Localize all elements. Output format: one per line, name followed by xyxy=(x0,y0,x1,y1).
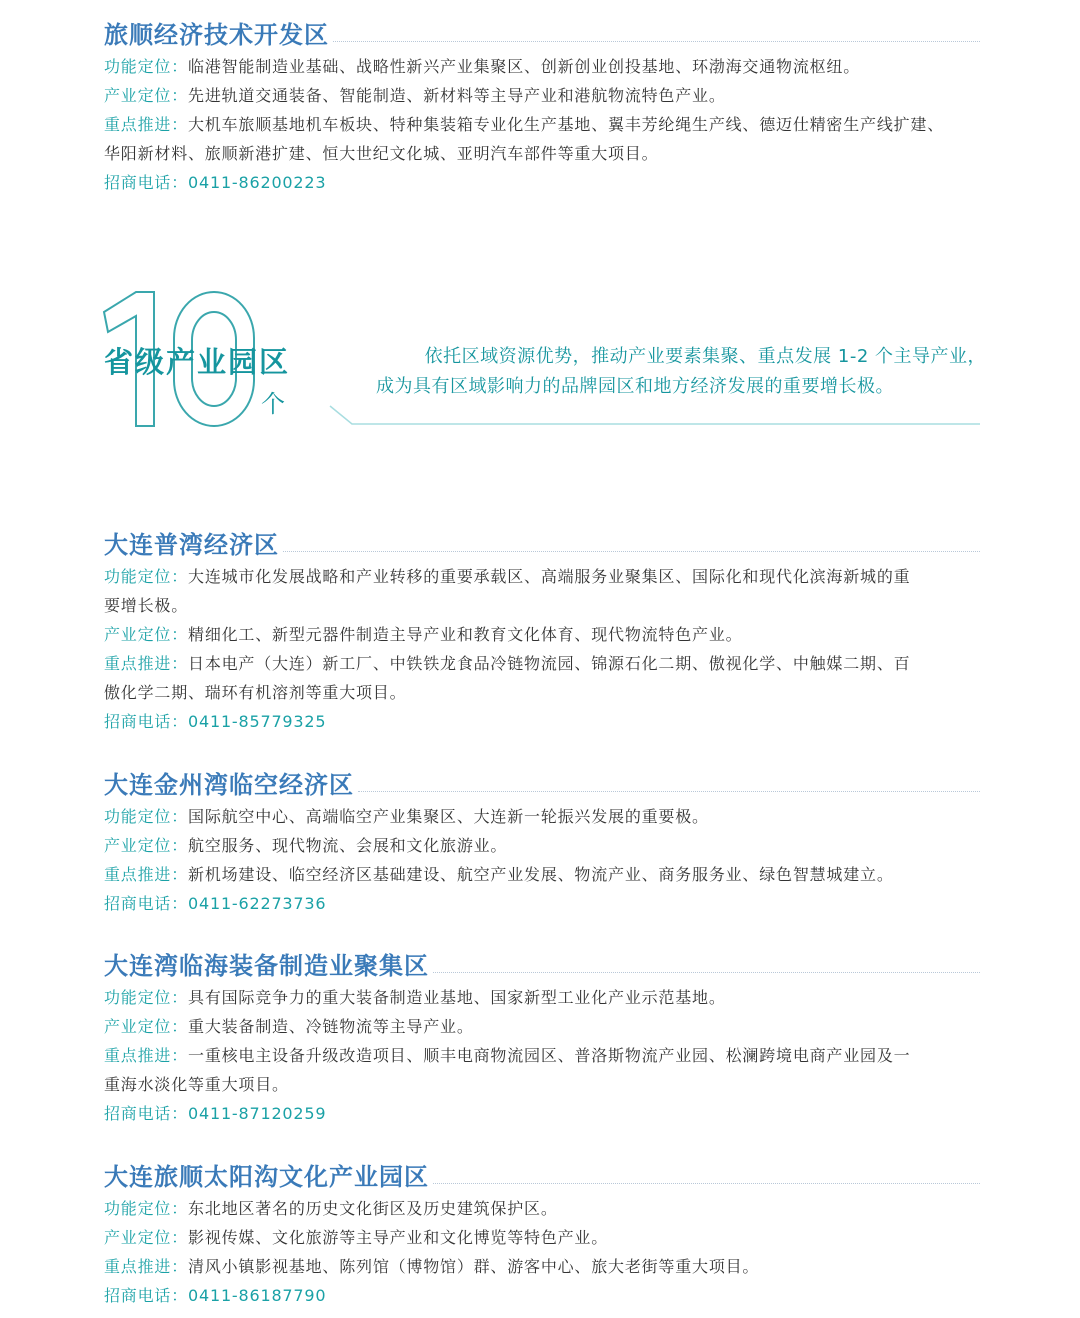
focus-text-line1: 大机车旅顺基地机车板块、特种集装箱专业化生产基地、翼丰芳纶绳生产线、德迈仕精密生产线扩建、 xyxy=(188,115,945,134)
industry-text: 精细化工、新型元器件制造主导产业和教育文化体育、现代物流特色产业。 xyxy=(188,625,743,644)
function-text-line1: 具有国际竞争力的重大装备制造业基地、国家新型工业化产业示范基地。 xyxy=(188,988,726,1007)
function-row xyxy=(104,983,980,1012)
section-park-puwan xyxy=(104,526,980,736)
unit-label: 个 xyxy=(261,390,285,418)
function-text-line1: 大连城市化发展战略和产业转移的重要承载区、高端服务业聚集区、国际化和现代化滨海新城的重 xyxy=(188,567,911,586)
phone-label: 招商电话： xyxy=(104,1104,189,1123)
function-row-cont xyxy=(104,591,980,620)
function-label: 功能定位： xyxy=(104,807,189,826)
hero-title: 省级产业园区 xyxy=(104,345,291,379)
section-title: 旅顺经济技术开发区 xyxy=(104,21,329,49)
section-title-row xyxy=(104,1158,980,1192)
function-row xyxy=(104,52,980,81)
hero-desc-line2: 成为具有区域影响力的品牌园区和地方经济发展的重要增长极。 xyxy=(376,376,894,397)
phone-label: 招商电话： xyxy=(104,1286,189,1305)
section-title: 大连金州湾临空经济区 xyxy=(104,771,354,799)
industry-row xyxy=(104,81,980,110)
section-title-row xyxy=(104,766,980,800)
section-lvshun-etdz xyxy=(104,16,980,197)
industry-label: 产业定位： xyxy=(104,1017,189,1036)
phone-row xyxy=(104,168,980,197)
section-title-row xyxy=(104,947,980,981)
industry-label: 产业定位： xyxy=(104,625,189,644)
phone-row xyxy=(104,707,980,736)
industry-row xyxy=(104,1012,980,1041)
focus-text-line1: 清风小镇影视基地、陈列馆（博物馆）群、游客中心、旅大老街等重大项目。 xyxy=(188,1257,760,1276)
section-park-jinzhouwan xyxy=(104,766,980,918)
phone-row xyxy=(104,1281,980,1310)
phone-number: 0411-85779325 xyxy=(188,712,327,731)
function-row xyxy=(104,562,980,591)
industry-label: 产业定位： xyxy=(104,86,189,105)
provincial-parks-header xyxy=(96,284,986,434)
phone-row xyxy=(104,889,980,918)
phone-row xyxy=(104,1099,980,1128)
dotted-divider xyxy=(283,551,980,552)
function-label: 功能定位： xyxy=(104,567,189,586)
dotted-divider xyxy=(333,41,980,42)
function-label: 功能定位： xyxy=(104,988,189,1007)
section-park-dalianwan xyxy=(104,947,980,1128)
function-row xyxy=(104,802,980,831)
focus-text-line1: 日本电产（大连）新工厂、中铁铁龙食品冷链物流园、锦源石化二期、傲视化学、中触媒二期、百 xyxy=(188,654,911,673)
industry-text: 先进轨道交通装备、智能制造、新材料等主导产业和港航物流特色产业。 xyxy=(188,86,726,105)
section-title: 大连普湾经济区 xyxy=(104,531,279,559)
industry-row xyxy=(104,1223,980,1252)
function-row xyxy=(104,1194,980,1223)
phone-number: 0411-87120259 xyxy=(188,1104,327,1123)
focus-row-cont xyxy=(104,678,980,707)
focus-row xyxy=(104,649,980,678)
focus-row xyxy=(104,1252,980,1281)
section-title-row xyxy=(104,526,980,560)
dotted-divider xyxy=(433,972,980,973)
section-title-row xyxy=(104,16,980,50)
focus-text-line1: 一重核电主设备升级改造项目、顺丰电商物流园区、普洛斯物流产业园、松澜跨境电商产业园及一 xyxy=(188,1046,911,1065)
industry-row xyxy=(104,620,980,649)
industry-label: 产业定位： xyxy=(104,1228,189,1247)
section-park-taiyanggou xyxy=(104,1158,980,1310)
hero-description xyxy=(376,342,986,402)
focus-label: 重点推进： xyxy=(104,654,189,673)
section-title: 大连湾临海装备制造业聚集区 xyxy=(104,952,429,980)
focus-row xyxy=(104,110,980,139)
focus-row xyxy=(104,1041,980,1070)
dotted-divider xyxy=(433,1183,980,1184)
industry-row xyxy=(104,831,980,860)
function-text-line1: 东北地区著名的历史文化街区及历史建筑保护区。 xyxy=(188,1199,558,1218)
phone-label: 招商电话： xyxy=(104,712,189,731)
phone-number: 0411-86200223 xyxy=(188,173,327,192)
industry-label: 产业定位： xyxy=(104,836,189,855)
focus-label: 重点推进： xyxy=(104,115,189,134)
focus-label: 重点推进： xyxy=(104,1257,189,1276)
function-text-line2: 要增长极。 xyxy=(104,596,189,615)
phone-number: 0411-62273736 xyxy=(188,894,327,913)
industry-text: 影视传媒、文化旅游等主导产业和文化博览等特色产业。 xyxy=(188,1228,609,1247)
function-label: 功能定位： xyxy=(104,1199,189,1218)
phone-label: 招商电话： xyxy=(104,173,189,192)
focus-row-cont xyxy=(104,139,980,168)
focus-text-line2: 华阳新材料、旅顺新港扩建、恒大世纪文化城、亚明汽车部件等重大项目。 xyxy=(104,144,659,163)
section-title: 大连旅顺太阳沟文化产业园区 xyxy=(104,1163,429,1191)
phone-label: 招商电话： xyxy=(104,894,189,913)
industry-text: 重大装备制造、冷链物流等主导产业。 xyxy=(188,1017,474,1036)
focus-text-line1: 新机场建设、临空经济区基础建设、航空产业发展、物流产业、商务服务业、绿色智慧城建立。 xyxy=(188,865,894,884)
industry-text: 航空服务、现代物流、会展和文化旅游业。 xyxy=(188,836,508,855)
phone-number: 0411-86187790 xyxy=(188,1286,327,1305)
focus-row xyxy=(104,860,980,889)
focus-label: 重点推进： xyxy=(104,1046,189,1065)
function-label: 功能定位： xyxy=(104,57,189,76)
focus-label: 重点推进： xyxy=(104,865,189,884)
function-text: 临港智能制造业基础、战略性新兴产业集聚区、创新创业创投基地、环渤海交通物流枢纽。 xyxy=(188,57,861,76)
dotted-divider xyxy=(358,791,980,792)
function-text-line1: 国际航空中心、高端临空产业集聚区、大连新一轮振兴发展的重要极。 xyxy=(188,807,709,826)
hero-desc-line1: 依托区域资源优势，推动产业要素集聚、重点发展 1-2 个主导产业， xyxy=(424,346,986,367)
focus-text-line2: 傲化学二期、瑞环有机溶剂等重大项目。 xyxy=(104,683,407,702)
focus-text-line2: 重海水淡化等重大项目。 xyxy=(104,1075,289,1094)
focus-row-cont xyxy=(104,1070,980,1099)
